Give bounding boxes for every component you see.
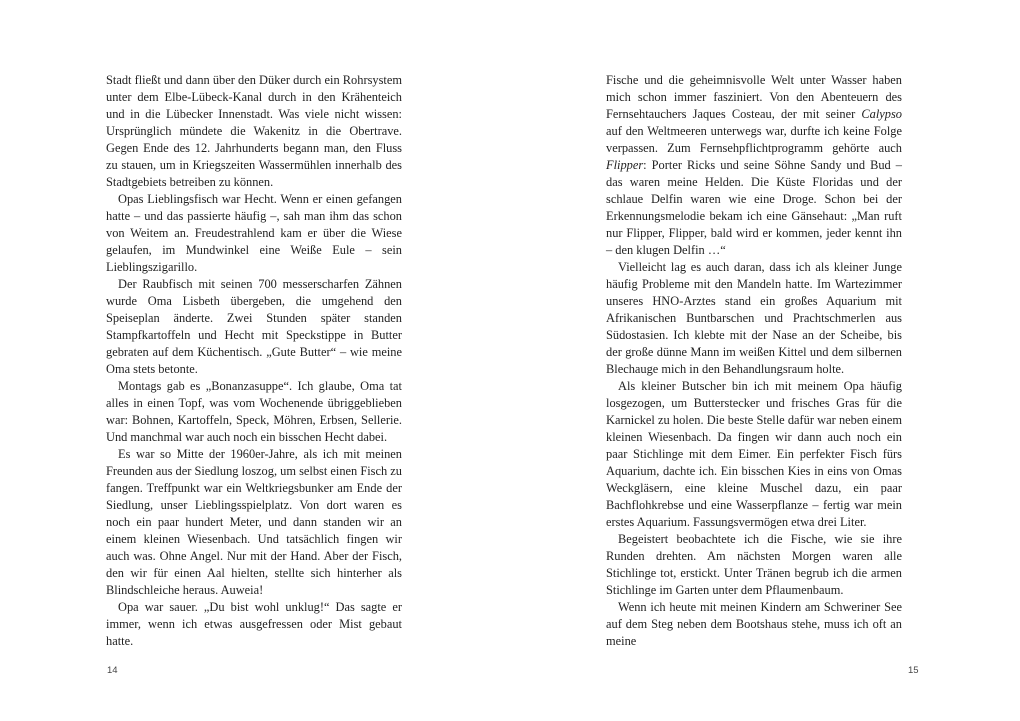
right-page <box>510 0 1020 721</box>
paragraph: Opa war sauer. „Du bist wohl unklug!“ Das sagte er immer, wenn ich etwas ausgefressen oder Mist gebaut hatte. <box>106 600 402 648</box>
left-page-text <box>106 72 402 650</box>
paragraph: Als kleiner Butscher bin ich mit meinem Opa häufig losgezogen, um Butterstecker und frisches Gras für die Karnickel zu holen. Die beste Stelle dafür war neben einem kleinen Wiesenbach. Da fingen wir dann auch noch ein paar Stichlinge mit dem Eimer. Ein perfekter Fisch fürs Aquarium, dachte ich. Ein bisschen Kies in eins von Omas Weckgläsern, eine kleine Muschel dazu, ein paar Bachflohkrebse und eine Wasserpflanze – fertig war mein erstes Aquarium. Fassungsvermögen etwa drei Liter. <box>606 379 902 529</box>
paragraph: Stadt fließt und dann über den Düker durch ein Rohrsystem unter dem Elbe-Lübeck-Kanal durch in den Krähenteich und in die Lübecker Innenstadt. Was viele nicht wissen: Ursprünglich mündete die Wakenitz in die Obertrave. Gegen Ende des 12. Jahrhunderts begann man, den Fluss zu stauen, um in Kriegszeiten Wassermühlen innerhalb des Stadtgebiets betreiben zu können. <box>106 73 402 189</box>
page-number: 14 <box>107 665 118 676</box>
paragraph: Begeistert beobachtete ich die Fische, wie sie ihre Runden drehten. Am nächsten Morgen waren alle Stichlinge tot, erstickt. Unter Tränen begrub ich die armen Stichlinge im Garten unter dem Pflaumenbaum. <box>606 532 902 597</box>
paragraph: Montags gab es „Bonanzasuppe“. Ich glaube, Oma tat alles in einen Topf, was vom Wochenende übriggeblieben war: Bohnen, Kartoffeln, Speck, Möhren, Erbsen, Sellerie. Und manchmal war auch noch ein bisschen Hecht dabei. <box>106 379 402 444</box>
paragraph: Opas Lieblingsfisch war Hecht. Wenn er einen gefangen hatte – und das passierte häufig –, sah man ihm das schon von Weitem an. Freudestrahlend kam er über die Wiese gelaufen, im Mundwinkel eine Weiße Eule – sein Lieblingszigarillo. <box>106 192 402 274</box>
paragraph: Es war so Mitte der 1960er-Jahre, als ich mit meinen Freunden aus der Siedlung loszog, um selbst einen Fisch zu fangen. Treffpunkt war ein Weltkriegsbunker am Ende der Siedlung, unser Lieblingsspielplatz. Von dort waren es noch ein paar hundert Meter, und dann standen wir an einem kleinen Wiesenbach. Und tatsächlich fingen wir auch was. Ohne Angel. Nur mit der Hand. Aber der Fisch, den wir für einen Aal hielten, stellte sich hinterher als Blindschleiche heraus. Auweia! <box>106 447 402 597</box>
tv-show-title: Flipper <box>606 158 644 172</box>
right-page-text <box>606 72 902 650</box>
page-number: 15 <box>908 665 919 676</box>
paragraph-text: auf den Weltmeeren unterwegs war, durfte ich keine Folge verpassen. Zum Fernsehpflichtprogramm gehörte auch <box>606 124 902 155</box>
paragraph <box>606 72 902 259</box>
paragraph-text: : Porter Ricks und seine Söhne Sandy und Bud – das waren meine Helden. Die Küste Floridas und der schlaue Delfin waren wie eine Droge. Schon bei der Erkennungsmelodie bekam ich eine Gänsehaut: „Man ruft nur Flipper, Flipper, bald wird er kommen, jeder kennt ihn – den klugen Delfin …“ <box>606 158 902 257</box>
paragraph: Der Raubfisch mit seinen 700 messerscharfen Zähnen wurde Oma Lisbeth übergeben, die umgehend den Speiseplan änderte. Zwei Stunden später standen Stampfkartoffeln und Hecht mit Speckstippe in Butter gebraten auf dem Küchentisch. „Gute Butter“ – wie meine Oma stets betonte. <box>106 277 402 376</box>
ship-name: Calypso <box>861 107 902 121</box>
paragraph: Vielleicht lag es auch daran, dass ich als kleiner Junge häufig Probleme mit den Mandeln hatte. Im Wartezimmer unseres HNO-Arztes stand ein großes Aquarium mit Afrikanischen Buntbarschen und Prachtschmerlen aus Südostasien. Ich klebte mit der Nase an der Scheibe, bis der große dünne Mann im weißen Kittel und dem silbernen Blechauge mich in den Behandlungsraum holte. <box>606 260 902 376</box>
paragraph: Wenn ich heute mit meinen Kindern am Schweriner See auf dem Steg neben dem Bootshaus stehe, muss ich oft an meine <box>606 600 902 648</box>
paragraph-text: Fische und die geheimnisvolle Welt unter Wasser haben mich schon immer fasziniert. Von den Abenteuern des Fernsehtauchers Jaques Costeau, der mit seiner <box>606 73 902 121</box>
